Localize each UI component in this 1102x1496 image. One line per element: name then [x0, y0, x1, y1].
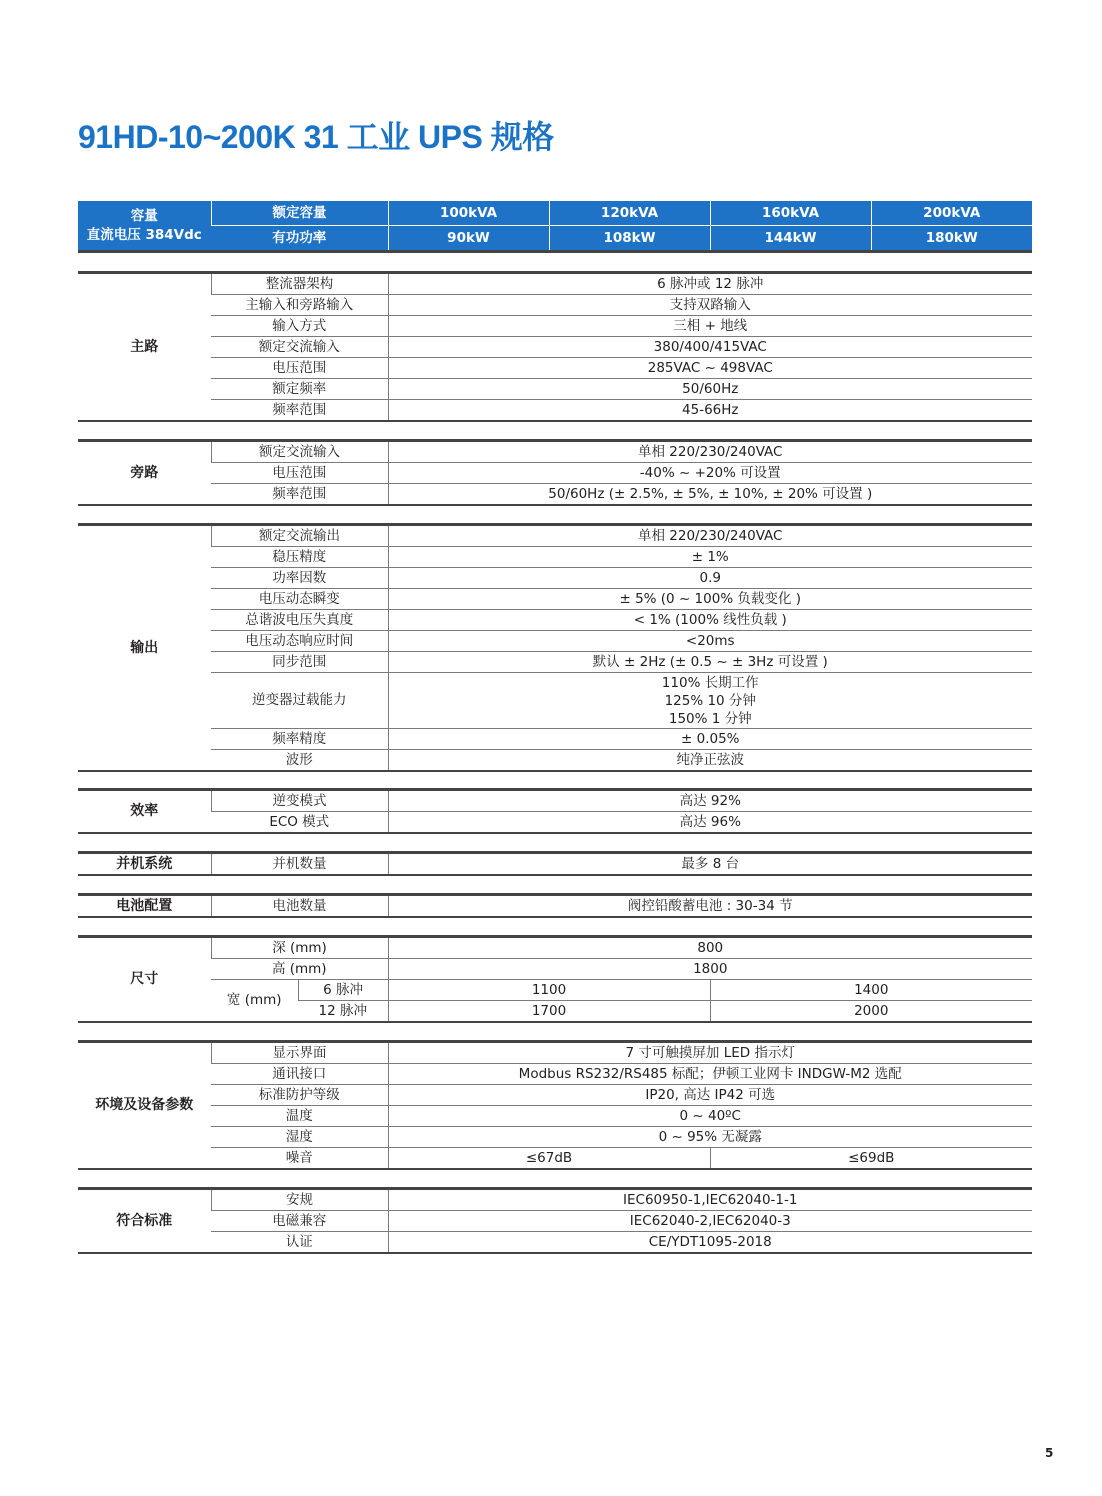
group-label: 旁路 [78, 441, 211, 506]
spec-value: 高达 92% [388, 790, 1032, 812]
battery-table [78, 893, 1032, 918]
active-power-header: 有功功率 [211, 226, 388, 252]
page-number: 5 [1045, 1446, 1054, 1460]
spec-value: ± 0.05% [388, 729, 1032, 750]
spec-value: 2000 [710, 1001, 1032, 1023]
spec-label: 深 (mm) [211, 937, 388, 959]
spec-value: ≤67dB [388, 1148, 710, 1170]
spec-value: ≤69dB [710, 1148, 1032, 1170]
standards-table [78, 1187, 1032, 1254]
spec-label: 电压动态瞬变 [211, 589, 388, 610]
spec-value: 0 ~ 40ºC [388, 1106, 1032, 1127]
spec-label: 电压范围 [211, 358, 388, 379]
group-label: 环境及设备参数 [78, 1042, 211, 1170]
overload-line: 125% 10 分钟 [664, 692, 756, 709]
spec-label: 标准防护等级 [211, 1085, 388, 1106]
power-header: 144kW [710, 226, 871, 252]
spec-label: 电压动态响应时间 [211, 631, 388, 652]
capacity-header [78, 201, 211, 252]
spec-label: 功率因数 [211, 568, 388, 589]
spec-label: 电压范围 [211, 463, 388, 484]
spec-label: 温度 [211, 1106, 388, 1127]
spec-header [78, 201, 1032, 253]
spec-label: 逆变模式 [211, 790, 388, 812]
model-header: 200kVA [871, 201, 1032, 226]
model-header: 160kVA [710, 201, 871, 226]
spec-label: 波形 [211, 750, 388, 772]
spec-value: 默认 ± 2Hz (± 0.5 ~ ± 3Hz 可设置 ) [388, 652, 1032, 673]
main-circuit-table [78, 271, 1032, 422]
spec-value: Modbus RS232/RS485 标配；伊顿工业网卡 INDGW-M2 选配 [388, 1064, 1032, 1085]
spec-value: 800 [388, 937, 1032, 959]
page-title: 91HD-10~200K 31 工业 UPS 规格 [78, 119, 554, 155]
environment-table [78, 1040, 1032, 1170]
spec-label: 额定交流输入 [211, 337, 388, 358]
spec-value: 50/60Hz (± 2.5%, ± 5%, ± 10%, ± 20% 可设置 ) [388, 484, 1032, 506]
dc-voltage-label: 直流电压 384Vdc [86, 226, 202, 243]
spec-value: < 1% (100% 线性负载 ) [388, 610, 1032, 631]
spec-label: 电磁兼容 [211, 1211, 388, 1232]
spec-label: 输入方式 [211, 316, 388, 337]
spec-label: 噪音 [211, 1148, 388, 1170]
overload-line: 150% 1 分钟 [668, 710, 752, 727]
spec-label: 逆变器过载能力 [211, 673, 388, 729]
spec-value: 1800 [388, 959, 1032, 980]
spec-label: 主输入和旁路输入 [211, 295, 388, 316]
spec-label: 频率范围 [211, 484, 388, 506]
spec-value: 三相 + 地线 [388, 316, 1032, 337]
spec-value: -40% ~ +20% 可设置 [388, 463, 1032, 484]
group-label: 并机系统 [78, 853, 211, 876]
bypass-table [78, 439, 1032, 506]
group-label: 主路 [78, 273, 211, 422]
capacity-label: 容量 [130, 207, 158, 224]
overload-line: 110% 长期工作 [661, 674, 759, 691]
output-table [78, 523, 1032, 772]
spec-label: 同步范围 [211, 652, 388, 673]
spec-label: 频率范围 [211, 400, 388, 422]
group-label: 电池配置 [78, 895, 211, 918]
group-label: 符合标准 [78, 1189, 211, 1254]
spec-label: 电池数量 [211, 895, 388, 918]
spec-value: IEC62040-2,IEC62040-3 [388, 1211, 1032, 1232]
spec-label: 宽 (mm) [211, 980, 298, 1023]
dimensions-table [78, 935, 1032, 1023]
spec-value: 6 脉冲或 12 脉冲 [388, 273, 1032, 295]
spec-label: ECO 模式 [211, 812, 388, 834]
spec-label: 认证 [211, 1232, 388, 1254]
spec-value: IP20, 高达 IP42 可选 [388, 1085, 1032, 1106]
rated-capacity-header: 额定容量 [211, 201, 388, 226]
spec-sublabel: 6 脉冲 [298, 980, 388, 1001]
spec-value: ± 5% (0 ~ 100% 负载变化 ) [388, 589, 1032, 610]
spec-label: 整流器架构 [211, 273, 388, 295]
spec-label: 湿度 [211, 1127, 388, 1148]
spec-label: 显示界面 [211, 1042, 388, 1064]
spec-label: 频率精度 [211, 729, 388, 750]
spec-value: 单相 220/230/240VAC [388, 441, 1032, 463]
spec-label: 通讯接口 [211, 1064, 388, 1085]
spec-value: 0.9 [388, 568, 1032, 589]
spec-value: 最多 8 台 [388, 853, 1032, 876]
spec-value: 50/60Hz [388, 379, 1032, 400]
power-header: 90kW [388, 226, 549, 252]
spec-value: 1400 [710, 980, 1032, 1001]
spec-value [388, 673, 1032, 729]
power-header: 180kW [871, 226, 1032, 252]
spec-label: 并机数量 [211, 853, 388, 876]
spec-value: 1700 [388, 1001, 710, 1023]
spec-label: 额定交流输出 [211, 525, 388, 547]
model-header: 100kVA [388, 201, 549, 226]
spec-value: 285VAC ~ 498VAC [388, 358, 1032, 379]
group-label: 效率 [78, 790, 211, 834]
spec-label: 额定频率 [211, 379, 388, 400]
spec-value: 1100 [388, 980, 710, 1001]
spec-label: 额定交流输入 [211, 441, 388, 463]
spec-value: IEC60950-1,IEC62040-1-1 [388, 1189, 1032, 1211]
spec-label: 总谐波电压失真度 [211, 610, 388, 631]
group-label: 尺寸 [78, 937, 211, 1023]
spec-value: 0 ~ 95% 无凝露 [388, 1127, 1032, 1148]
spec-value: 支持双路输入 [388, 295, 1032, 316]
spec-value: 380/400/415VAC [388, 337, 1032, 358]
spec-value: <20ms [388, 631, 1032, 652]
spec-label: 稳压精度 [211, 547, 388, 568]
spec-value: 45-66Hz [388, 400, 1032, 422]
power-header: 108kW [549, 226, 710, 252]
model-header: 120kVA [549, 201, 710, 226]
group-label: 输出 [78, 525, 211, 772]
spec-sublabel: 12 脉冲 [298, 1001, 388, 1023]
spec-label: 安规 [211, 1189, 388, 1211]
spec-value: 阀控铅酸蓄电池 : 30-34 节 [388, 895, 1032, 918]
spec-value: 高达 96% [388, 812, 1032, 834]
spec-value: ± 1% [388, 547, 1032, 568]
spec-label: 高 (mm) [211, 959, 388, 980]
efficiency-table [78, 788, 1032, 834]
spec-value: 7 寸可触摸屏加 LED 指示灯 [388, 1042, 1032, 1064]
spec-value: 单相 220/230/240VAC [388, 525, 1032, 547]
parallel-table [78, 851, 1032, 876]
spec-value: 纯净正弦波 [388, 750, 1032, 772]
spec-value: CE/YDT1095-2018 [388, 1232, 1032, 1254]
